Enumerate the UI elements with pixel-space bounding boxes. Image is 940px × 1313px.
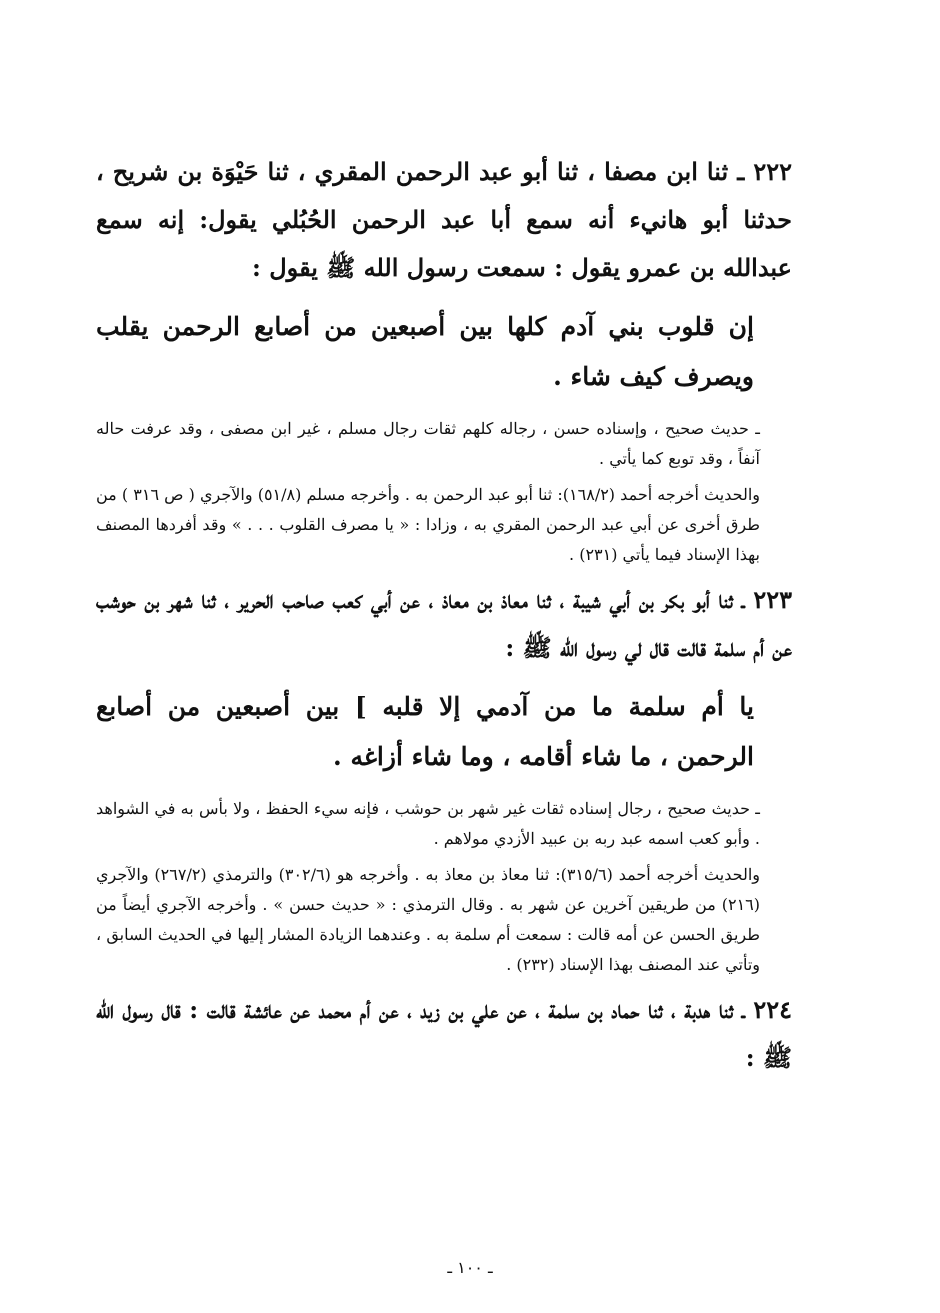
- hadith-222-takhrij-note: والحديث أخرجه أحمد (١٦٨/٢): ثنا أبو عبد الرحمن به . وأخرجه مسلم (٥١/٨) والآجري ( ص ٣١٦ ) من طرق أخرى عن أبي عبد الرحمن المقري به ، وزادا : « يا مصرف القلوب . . . » وقد أفردها المصنف بهذا الإسناد فيما يأتي (٢٣١) .: [96, 485, 760, 564]
- hadith-223-grading-note: ـ حديث صحيح ، رجال إسناده ثقات غير شهر بن حوشب ، فإنه سيء الحفظ ، ولا بأس به في الشواهد . وأبو كعب اسمه عبد ربه بن عبيد الأزدي مولاهم .: [96, 799, 760, 848]
- hadith-222-text: إن قلوب بني آدم كلها بين أصبعين من أصابع الرحمن يقلب ويصرف كيف شاء .: [96, 312, 754, 391]
- page-number: ـ ١٠٠ ـ: [447, 1258, 493, 1277]
- hadith-223-text: يا أم سلمة ما من آدمي إلا قلبه ] بين أصبعين من أصابع الرحمن ، ما شاء أقامه ، وما شاء أزاغه .: [96, 692, 754, 771]
- hadith-222-grading-note: ـ حديث صحيح ، وإسناده حسن ، رجاله كلهم ثقات رجال مسلم ، غير ابن مصفى ، وقد عرفت حاله آنفاً ، وقد توبع كما يأتي .: [96, 419, 760, 468]
- hadith-224-narration: ٢٢٤ ـ ثنا هدبة ، ثنا حماد بن سلمة ، عن علي بن زيد ، عن أم محمد عن عائشة قالت : قال رسول الله ﷺ :: [96, 995, 792, 1072]
- hadith-223-takhrij-note: والحديث أخرجه أحمد (٣١٥/٦): ثنا معاذ بن معاذ به . وأخرجه هو (٣٠٢/٦) والترمذي (٢٦٧/٢) والآجري (٢١٦) من طريقين آخرين عن شهر به . وقال الترمذي : « حديث حسن » . وأخرجه الآجري أيضاً من طريق الحسن عن أمه قالت : سمعت أم سلمة به . وعندهما الزيادة المشار إليها في الحديث السابق ، وتأتي عند المصنف بهذا الإسناد (٢٣٢) .: [96, 865, 760, 974]
- hadith-222-narration: ٢٢٢ ـ ثنا ابن مصفا ، ثنا أبو عبد الرحمن المقري ، ثنا حَيْوَة بن شريح ، حدثنا أبو هانيء أنه سمع أبا عبد الرحمن الحُبُلي يقول: إنه سمع عبدالله بن عمرو يقول : سمعت رسول الله ﷺ يقول :: [96, 157, 792, 282]
- hadith-223-narration: ٢٢٣ ـ ثنا أبو بكر بن أبي شيبة ، ثنا معاذ بن معاذ ، عن أبي كعب صاحب الحرير ، ثنا شهر بن حوشب عن أم سلمة قالت قال لي رسول الله ﷺ :: [96, 585, 792, 662]
